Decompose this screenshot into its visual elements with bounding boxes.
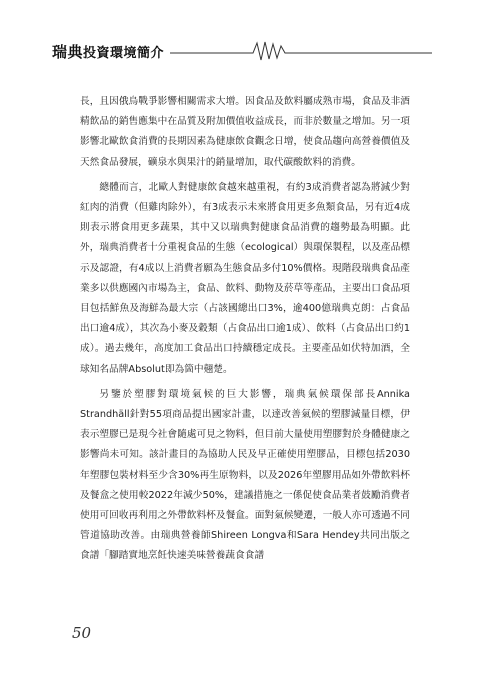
paragraph-1: 長，且因俄烏戰爭影響相關需求大增。因食品及飲料屬成熟市場，食品及非酒精飲品的銷售應集中在品質及附加價值收益成長，而非於數量之增加。另一項影響北歐飲食消費的長期因素為健康飲食觀念日增，使食品趨向高營養價值及天然食品發展，礦泉水與果汁的銷量增加，取代碳酸飲料的消費。 <box>80 96 410 168</box>
running-header <box>52 40 432 64</box>
header-title <box>52 41 164 62</box>
page-number: 50 <box>72 624 92 642</box>
body-text <box>80 92 410 572</box>
header-title-lead: 瑞典 <box>52 43 84 61</box>
paragraph-3: 另鑒於塑膠對環境氣候的巨大影響，瑞典氣候環保部長Annika Strandhäll針對55項商品提出國家計畫，以達改善氣候的塑膠減量目標，伊表示塑膠已是現今社會隨處可見之物料，但目前大量使用塑膠對於身體健康之影響尚未可知。該計畫目的為協助人民及早正確使用塑膠品，目標包括2030年塑膠包裝材料至少含30%再生原物料，以及2026年塑膠用品如外帶飲料杯及餐盒之使用較2022年減少50%，建議措施之一係促使食品業者鼓勵消費者使用可回收再利用之外帶飲料杯及餐盒。面對氣候變遷，一般人亦可透過不同管道協助改善。由瑞典營養師Shireen Longva和Sara Hendey共同出版之食譜「腳踏實地烹飪快速美味營養蔬食食譜 <box>80 388 410 562</box>
header-title-rest: 投資環境簡介 <box>83 46 165 61</box>
heartbeat-wave-icon <box>170 40 432 62</box>
paragraph-2: 總體而言，北歐人對健康飲食越來越重視，有約3成消費者認為將減少對紅肉的消費（但雞肉除外），有3成表示未來將食用更多魚類食品，另有近4成則表示將食用更多蔬果，其中又以瑞典對健康食品消費的趨勢最為明顯。此外，瑞典消費者十分重視食品的生態（ecological）與環保製程，以及產品標示及認證，有4成以上消費者願為生態食品多付10%價格。現階段瑞典食品產業多以供應國內市場為主，食品、飲料、動物及菸草等產品，主要出口食品項目包括鮮魚及海鮮為最大宗（占該國總出口3%，逾400億瑞典克朗：占食品出口逾4成），其次為小麥及穀類（占食品出口逾1成）、飲料（占食品出口約1成）。過去幾年，高度加工食品出口持續穩定成長。主要產品如伏特加酒，全球知名品牌Absolut即為箇中翹楚。 <box>80 181 410 375</box>
